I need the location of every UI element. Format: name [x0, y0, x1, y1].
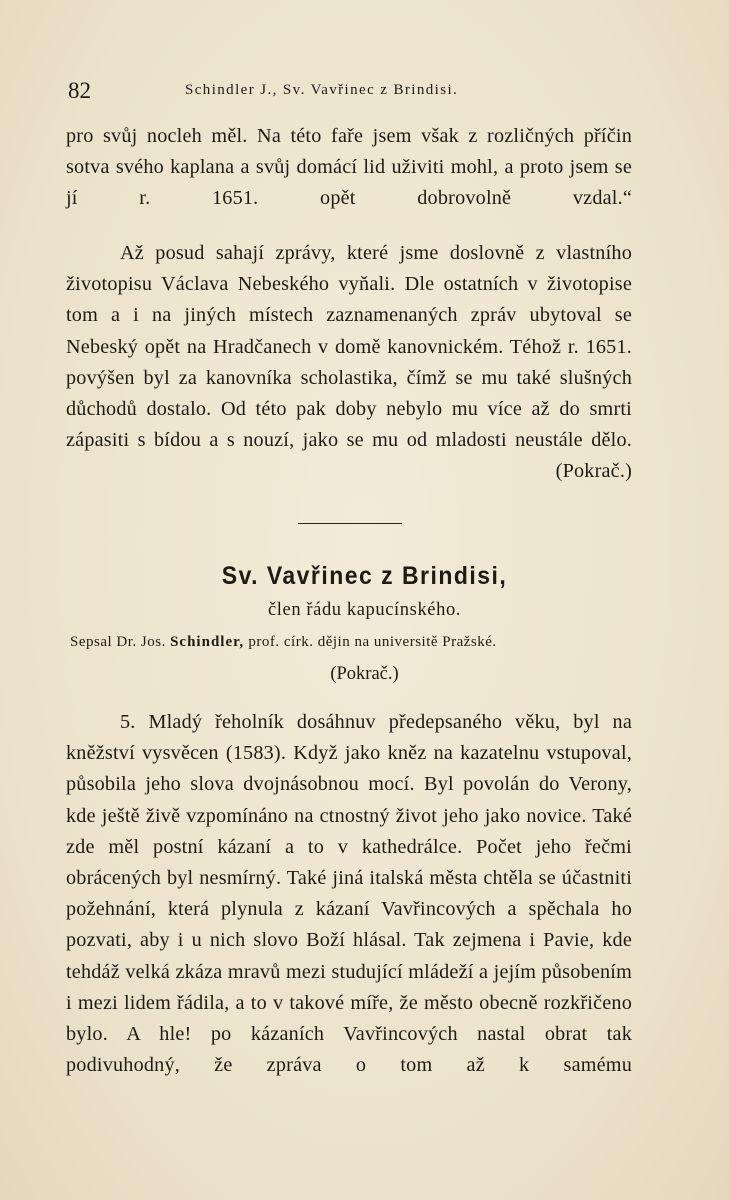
paragraph-text: 5. Mladý řeholník dosáhnuv předepsaného věku, byl na kněžství vysvěcen (1583). Když jako kněz na kazatelnu vstupoval, působila jeho slova dvojnásobnou mocí. Byl povolán do Verony, kde ještě živě vzpomínáno na ctnostný život jeho jako novice. Také zde měl postní kázaní a to v kathedrálce. Počet jeho řečmi obrácených byl nesmírný. Také jiná italská města chtěla se účastniti požehnání, která plynula z kázaní Vavřincových a spěchala ho pozvati, aby i u nich slovo Boží hlásal. Tak zejmena i Pavie, kde tehdáž velká zkáza mravů mezi studující mládeží a jejím působením i mezi lidem řádila, a to v takové míře, že město obecně rozkřičeno bylo. A hle! po kázaních Vavřincových nastal obrat tak podivuhodný, že zpráva o tom až k samému — [66, 711, 632, 1077]
article-paragraph-5 — [66, 707, 632, 1081]
article-title: Sv. Vavřinec z Brindisi, — [221, 562, 508, 590]
article-subtitle: člen řádu kapucínského. — [267, 600, 462, 620]
article-continued-note: (Pokrač.) — [330, 664, 399, 684]
byline-suffix: prof. círk. dějin na universitě Pražské. — [248, 634, 497, 650]
byline-author: Schindler, — [170, 634, 245, 650]
byline-prefix: Sepsal Dr. Jos. — [70, 634, 166, 650]
article-byline — [70, 634, 630, 651]
previous-article-paragraph-1 — [66, 121, 632, 215]
paragraph-text: Až posud sahají zprávy, které jsme doslovně z vlastního životopisu Václava Nebeského vyňali. Dle ostatních v životopise tom a i na jiných místech zaznamenaných zpráv ubytoval se Nebeský opět na Hradčanech v domě kanovnickém. Téhož r. 1651. povýšen byl za kanovníka scholastika, čímž se mu také slušných důchodů dostalo. Od této pak doby nebylo mu více až do smrti zápasiti s bídou a s nouzí, jako se mu od mladosti neustále dělo. — [66, 242, 632, 452]
running-head: Schindler J., Sv. Vavřinec z Brindisi. — [185, 82, 459, 98]
page-header — [68, 78, 633, 104]
section-divider — [298, 523, 402, 524]
page-number: 82 — [68, 78, 91, 103]
previous-article-paragraph-2 — [66, 238, 632, 488]
paragraph-text: pro svůj nocleh měl. Na této faře jsem však z rozličných příčin sotva svého kaplana a svůj domácí lid uživiti mohl, a proto jsem se jí r. 1651. opět dobrovolně vzdal.“ — [66, 125, 632, 210]
continued-note: (Pokrač.) — [555, 460, 632, 483]
